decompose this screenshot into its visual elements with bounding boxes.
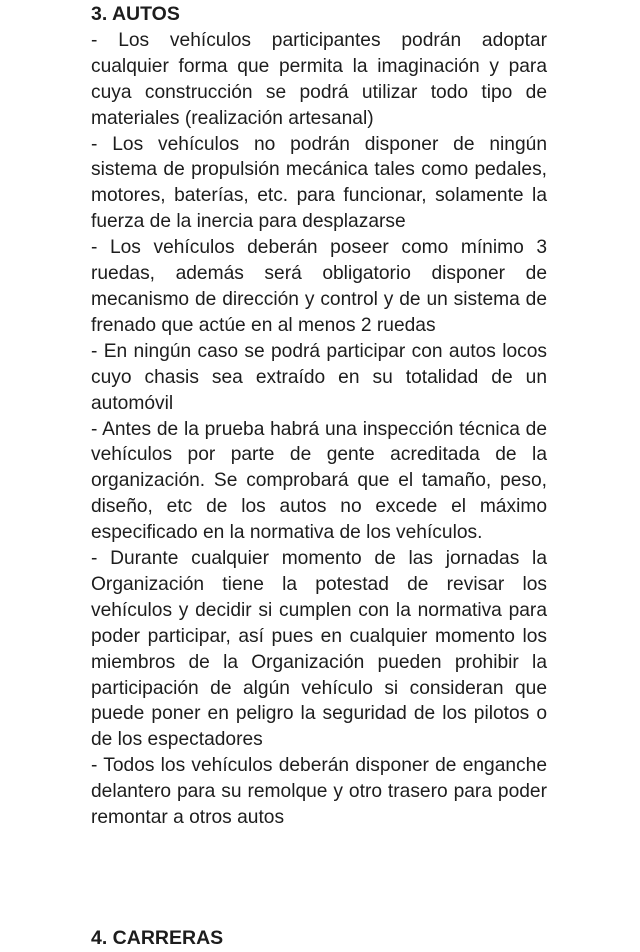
paragraph-wheels-brakes: - Los vehículos deberán poseer como mínimo 3 ruedas, además será obligatorio disponer de mecanismo de dirección y control y de un sistema de frenado que actúe en al menos 2 ruedas [91, 237, 547, 336]
section-title: 3. AUTOS [91, 3, 180, 25]
paragraph-vehicle-shape: - Los vehículos participantes podrán adoptar cualquier forma que permita la imaginación y para cuya construcción se podrá utilizar todo tipo de materiales (realización artesanal) [91, 29, 547, 129]
paragraph-towing-hitch: - Todos los vehículos deberán disponer de enganche delantero para su remolque y otro trasero para poder remontar a otros autos [91, 755, 547, 829]
paragraph-chassis: - En ningún caso se podrá participar con autos locos cuyo chasis sea extraído en su totalidad de un automóvil [91, 340, 547, 414]
paragraph-no-propulsion: - Los vehículos no podrán disponer de ningún sistema de propulsión mecánica tales como pedales, motores, baterías, etc. para funcionar, solamente la fuerza de la inercia para desplazarse [91, 133, 547, 233]
paragraph-organization-review: - Durante cualquier momento de las jornadas la Organización tiene la potestad de revisar los vehículos y decidir si cumplen con la normativa para poder participar, así pues en cualquier momento los miembros de la Organización pueden prohibir la participación de algún vehículo si consideran que puede poner en peligro la seguridad de los pilotos o de los espectadores [91, 548, 547, 751]
section-autos [91, 2, 547, 831]
next-section-title: 4. CARRERAS [91, 927, 224, 949]
paragraph-inspection: - Antes de la prueba habrá una inspección técnica de vehículos por parte de gente acreditada de la organización. Se comprobará que el tamaño, peso, diseño, etc de los autos no excede el máximo especificado en la normativa de los vehículos. [91, 418, 547, 544]
